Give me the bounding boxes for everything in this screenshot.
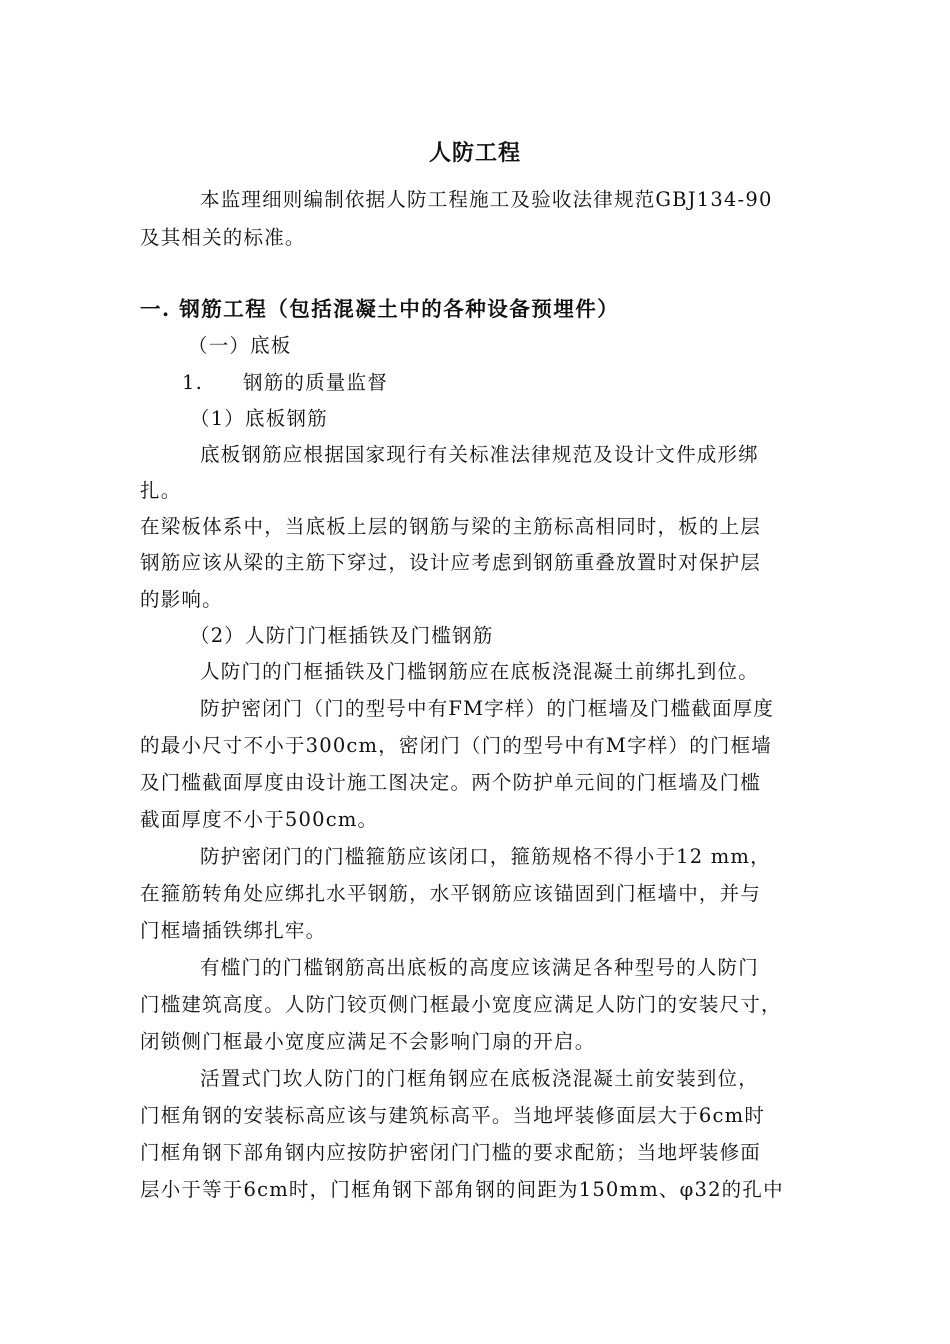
paragraph-line: 防护密闭门的门槛箍筋应该闭口，箍筋规格不得小于12 mm， bbox=[200, 845, 771, 868]
paragraph-line: 在箍筋转角处应绑扎水平钢筋，水平钢筋应该锚固到门框墙中，并与 bbox=[140, 882, 762, 905]
paragraph-line: 在梁板体系中，当底板上层的钢筋与梁的主筋标高相同时，板的上层 bbox=[140, 515, 762, 538]
paragraph-line: 人防门的门框插铁及门槛钢筋应在底板浇混凝土前绑扎到位。 bbox=[200, 660, 759, 683]
paragraph-line: 门框角钢下部角钢内应按防护密闭门门槛的要求配筋；当地坪装修面 bbox=[140, 1141, 762, 1164]
paragraph-line: 的影响。 bbox=[140, 588, 223, 611]
paragraph-line: 门框墙插铁绑扎牢。 bbox=[140, 919, 327, 942]
paragraph-line: 钢筋应该从梁的主筋下穿过，设计应考虑到钢筋重叠放置时对保护层 bbox=[140, 551, 762, 574]
paragraph-line: 活置式门坎人防门的门框角钢应在底板浇混凝土前安装到位， bbox=[200, 1067, 759, 1090]
paragraph-line: 门槛建筑高度。人防门铰页侧门框最小宽度应满足人防门的安装尺寸， bbox=[140, 993, 782, 1016]
paragraph-line: 有槛门的门槛钢筋高出底板的高度应该满足各种型号的人防门 bbox=[200, 956, 759, 979]
paragraph-line: 扎。 bbox=[140, 479, 182, 502]
item-number: 1. bbox=[182, 371, 204, 394]
section-heading: 一. 钢筋工程（包括混凝土中的各种设备预埋件） bbox=[140, 297, 620, 321]
item-title: 钢筋的质量监督 bbox=[243, 371, 388, 394]
paragraph-line: 门框角钢的安装标高应该与建筑标高平。当地坪装修面层大于6cm时 bbox=[140, 1104, 766, 1127]
paragraph-line: 层小于等于6cm时，门框角钢下部角钢的间距为150mm、φ32的孔中 bbox=[140, 1178, 784, 1201]
paragraph-line: 的最小尺寸不小于300cm，密闭门（门的型号中有M字样）的门框墙 bbox=[140, 734, 772, 757]
page-title: 人防工程 bbox=[428, 140, 521, 166]
part-heading-1: （1）底板钢筋 bbox=[190, 407, 328, 430]
paragraph-line: 截面厚度不小于500cm。 bbox=[140, 808, 379, 831]
intro-line-1: 本监理细则编制依据人防工程施工及验收法律规范GBJ134-90 bbox=[200, 188, 773, 211]
paragraph-line: 及门槛截面厚度由设计施工图决定。两个防护单元间的门框墙及门槛 bbox=[140, 771, 762, 794]
paragraph-line: 底板钢筋应根据国家现行有关标准法律规范及设计文件成形绑 bbox=[200, 443, 759, 466]
subsection-heading: （一）底板 bbox=[188, 334, 292, 357]
paragraph-line: 防护密闭门（门的型号中有FM字样）的门框墙及门槛截面厚度 bbox=[200, 697, 775, 720]
intro-line-2: 及其相关的标准。 bbox=[140, 226, 306, 249]
part-heading-2: （2）人防门门框插铁及门槛钢筋 bbox=[190, 624, 494, 647]
paragraph-line: 闭锁侧门框最小宽度应满足不会影响门扇的开启。 bbox=[140, 1030, 596, 1053]
